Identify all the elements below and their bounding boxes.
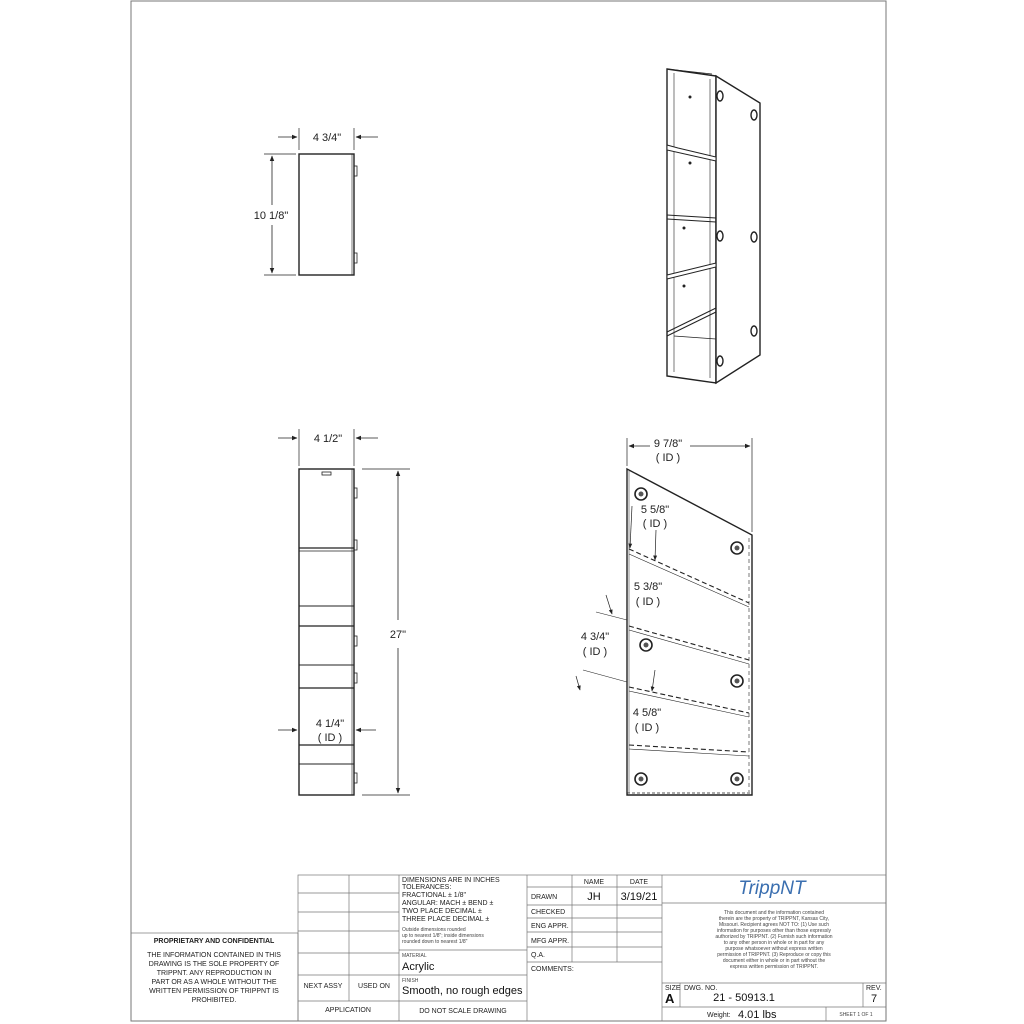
approval-qa-label: Q.A. bbox=[531, 952, 546, 959]
notice-line: authorized by TRIPPNT. (2) Furnish such information bbox=[715, 934, 833, 940]
proprietary-line: PART OR AS A WHOLE WITHOUT THE bbox=[151, 979, 277, 986]
top-height-label: 10 1/8" bbox=[253, 210, 289, 222]
approvals-name-header: NAME bbox=[583, 879, 605, 886]
notice-line: Missouri. Recipient agrees NOT TO: (1) Use such bbox=[718, 922, 830, 928]
size-value: A bbox=[665, 991, 675, 1006]
top-view bbox=[254, 128, 378, 275]
section-depth-id: ( ID ) bbox=[655, 452, 681, 464]
approval-drawn-name: JH bbox=[587, 891, 601, 903]
front-view bbox=[278, 429, 410, 795]
approvals-date-header: DATE bbox=[629, 879, 649, 886]
rev-value: 7 bbox=[870, 993, 878, 1005]
rev-label: REV. bbox=[866, 985, 882, 992]
proprietary-line: PROHIBITED. bbox=[191, 997, 237, 1004]
finish-label: FINISH bbox=[402, 978, 419, 984]
shelf-4-id: ( ID ) bbox=[634, 722, 660, 734]
weight-label: Weight: bbox=[707, 1012, 731, 1019]
notice-line: document either in whole or in part without the bbox=[722, 958, 826, 964]
notice-line: information for purposes other than those expressly bbox=[717, 928, 831, 934]
notice-line: express written permission of TRIPPNT. bbox=[729, 964, 819, 970]
tolerance-note: rounded down to nearest 1/8" bbox=[402, 939, 468, 945]
sheet-border bbox=[131, 1, 886, 1021]
notice-line: This document and the information contained bbox=[723, 910, 825, 916]
comments-label: COMMENTS: bbox=[531, 966, 574, 973]
shelf-3-id: ( ID ) bbox=[582, 646, 608, 658]
front-inner-width-id: ( ID ) bbox=[317, 732, 343, 744]
front-width-label: 4 1/2" bbox=[313, 433, 343, 445]
proprietary-line: DRAWING IS THE SOLE PROPERTY OF bbox=[148, 961, 280, 968]
shelf-1-label: 5 5/8" bbox=[640, 504, 670, 516]
isometric-view bbox=[667, 69, 760, 383]
finish-value: Smooth, no rough edges bbox=[402, 985, 523, 997]
tolerance-fractional: FRACTIONAL ± 1/8" bbox=[402, 892, 467, 899]
notice-line: permission of TRIPPNT. (3) Reproduce or copy this bbox=[717, 952, 831, 958]
company-logo: TrippNT bbox=[738, 878, 806, 899]
front-inner-width-label: 4 1/4" bbox=[315, 718, 345, 730]
top-width-label: 4 3/4" bbox=[312, 132, 342, 144]
proprietary-line: THE INFORMATION CONTAINED IN THIS bbox=[147, 952, 281, 959]
dwg-no-label: DWG. NO. bbox=[684, 985, 718, 992]
tolerance-label: TOLERANCES: bbox=[402, 884, 452, 891]
proprietary-title: PROPRIETARY AND CONFIDENTIAL bbox=[153, 938, 275, 945]
shelf-2-id: ( ID ) bbox=[635, 596, 661, 608]
front-height-label: 27" bbox=[389, 629, 407, 641]
size-label: SIZE bbox=[665, 985, 681, 992]
notice-line: to any other person in whole or in part for any bbox=[723, 940, 825, 946]
used-on-label: USED ON bbox=[358, 983, 390, 990]
shelf-2-label: 5 3/8" bbox=[633, 581, 663, 593]
approval-eng-label: ENG APPR. bbox=[531, 923, 569, 930]
section-depth-label: 9 7/8" bbox=[653, 438, 683, 450]
section-view bbox=[576, 438, 752, 795]
application-label: APPLICATION bbox=[325, 1007, 371, 1014]
approval-drawn-date: 3/19/21 bbox=[620, 891, 658, 903]
notice-line: purpose whatsoever without express written bbox=[725, 946, 823, 952]
tolerance-two-place: TWO PLACE DECIMAL ± bbox=[402, 908, 482, 915]
approval-mfg-label: MFG APPR. bbox=[531, 938, 570, 945]
scale-note: DO NOT SCALE DRAWING bbox=[419, 1008, 507, 1015]
tolerance-three-place: THREE PLACE DECIMAL ± bbox=[402, 916, 490, 923]
approval-drawn-label: DRAWN bbox=[531, 894, 558, 901]
tolerance-note: Outside dimensions rounded bbox=[402, 927, 466, 933]
notice-line: therein are the property of TRIPPNT, Kansas City, bbox=[718, 916, 830, 922]
material-label: MATERIAL bbox=[402, 953, 427, 959]
material-value: Acrylic bbox=[402, 961, 435, 973]
proprietary-line: WRITTEN PERMISSION OF TRIPPNT IS bbox=[149, 988, 279, 995]
tolerance-header: DIMENSIONS ARE IN INCHES bbox=[402, 877, 500, 884]
tolerance-note: up to nearest 1/8"; inside dimensions bbox=[402, 933, 484, 939]
shelf-4-label: 4 5/8" bbox=[632, 707, 662, 719]
sheet-number: SHEET 1 OF 1 bbox=[839, 1012, 873, 1018]
shelf-1-id: ( ID ) bbox=[642, 518, 668, 530]
dwg-no-value: 21 - 50913.1 bbox=[713, 992, 775, 1004]
next-assy-label: NEXT ASSY bbox=[303, 983, 343, 990]
proprietary-line: TRIPPNT. ANY REPRODUCTION IN bbox=[156, 970, 272, 977]
shelf-3-label: 4 3/4" bbox=[580, 631, 610, 643]
weight-value: 4.01 lbs bbox=[738, 1009, 777, 1021]
tolerance-angular: ANGULAR: MACH ± BEND ± bbox=[402, 900, 494, 907]
approval-checked-label: CHECKED bbox=[531, 909, 566, 916]
